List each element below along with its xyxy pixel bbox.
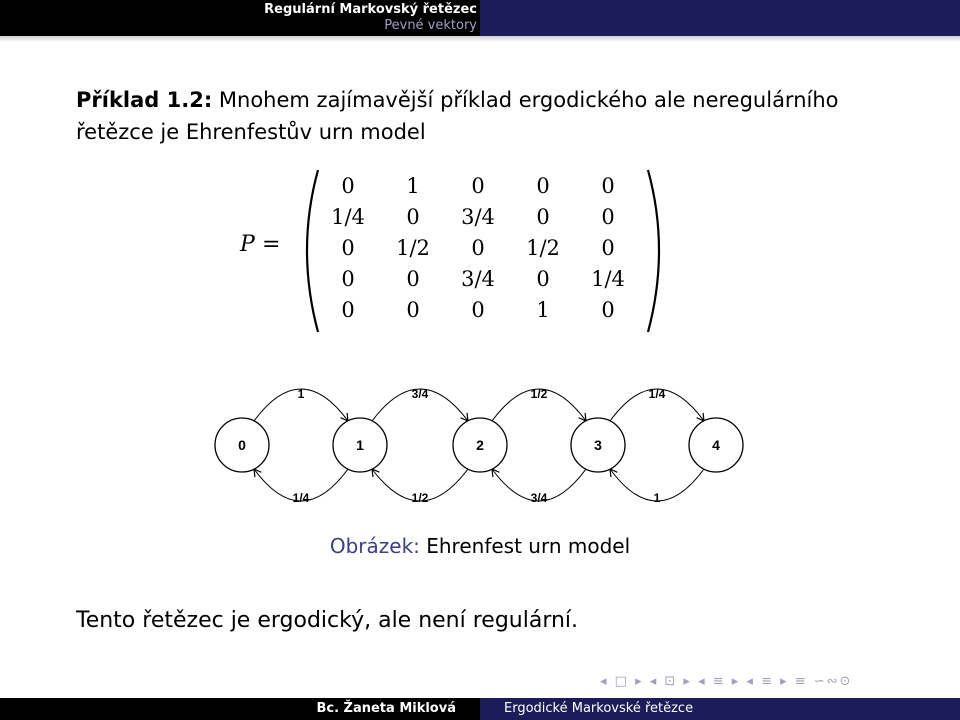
matrix-cell: 1/2	[396, 236, 430, 260]
matrix-cell: 0	[341, 298, 355, 322]
state-label: 1	[356, 437, 364, 453]
state-label: 2	[476, 437, 484, 453]
matrix-cell: 0	[471, 236, 485, 260]
matrix-cell: 1/2	[526, 236, 560, 260]
matrix-cell: 0	[536, 174, 550, 198]
matrix-cell: 0	[341, 174, 355, 198]
footer-title: Ergodické Markovské řetězce	[480, 698, 960, 720]
matrix-equals: =	[262, 232, 281, 257]
example-text: Mnohem zajímavější příklad ergodického ale neregulárního řetězce je Ehrenfestův urn model	[76, 88, 839, 144]
matrix-cell: 0	[536, 267, 550, 291]
beamer-navigation[interactable]: ◂ □ ▸ ◂ ⊡ ▸ ◂ ≡ ▸ ◂ ≡ ▸ ≡ ∽∾⊙	[600, 674, 853, 689]
edge-backward-label: 1/2	[411, 491, 429, 505]
section-title[interactable]: Regulární Markovský řetězec	[264, 2, 477, 17]
matrix-cell: 1	[536, 298, 550, 322]
edge-forward-label: 3/4	[411, 387, 429, 401]
footer-author: Bc. Žaneta Miklová	[0, 698, 480, 720]
edge-forward-label: 1/2	[530, 387, 548, 401]
subsection-title[interactable]: Pevné vektory	[384, 18, 477, 33]
figure-caption	[0, 534, 960, 558]
matrix-cell: 1/4	[591, 267, 625, 291]
matrix-cell: 0	[601, 174, 615, 198]
matrix-cell: 0	[471, 174, 485, 198]
matrix-name: P	[240, 232, 255, 257]
footer-bar	[0, 698, 960, 720]
matrix-cell: 0	[601, 298, 615, 322]
state-label: 4	[712, 437, 720, 453]
example-label: Příklad 1.2:	[76, 88, 213, 112]
matrix-cell: 0	[406, 267, 420, 291]
matrix-cell: 3/4	[461, 205, 495, 229]
matrix-cell: 0	[601, 236, 615, 260]
edge-forward-label: 1/4	[648, 387, 666, 401]
edge-backward-label: 3/4	[530, 491, 548, 505]
state-label: 3	[594, 437, 602, 453]
matrix-cell: 0	[471, 298, 485, 322]
edge-backward-label: 1/4	[292, 491, 310, 505]
conclusion-text: Tento řetězec je ergodický, ale není regulární.	[76, 608, 579, 633]
edge-backward-label: 1	[653, 491, 661, 505]
state-label: 0	[238, 437, 246, 453]
caption-label: Obrázek:	[329, 534, 420, 558]
matrix-cell: 0	[341, 267, 355, 291]
matrix-cell: 0	[406, 298, 420, 322]
caption-text: Ehrenfest urn model	[419, 534, 631, 558]
matrix-cell: 1/4	[331, 205, 365, 229]
matrix-cell: 1	[406, 174, 420, 198]
matrix-cell: 0	[406, 205, 420, 229]
edge-forward-label: 1	[297, 387, 305, 401]
matrix-cell: 0	[536, 205, 550, 229]
matrix-cell: 0	[601, 205, 615, 229]
matrix-cell: 0	[341, 236, 355, 260]
matrix-cell: 3/4	[461, 267, 495, 291]
